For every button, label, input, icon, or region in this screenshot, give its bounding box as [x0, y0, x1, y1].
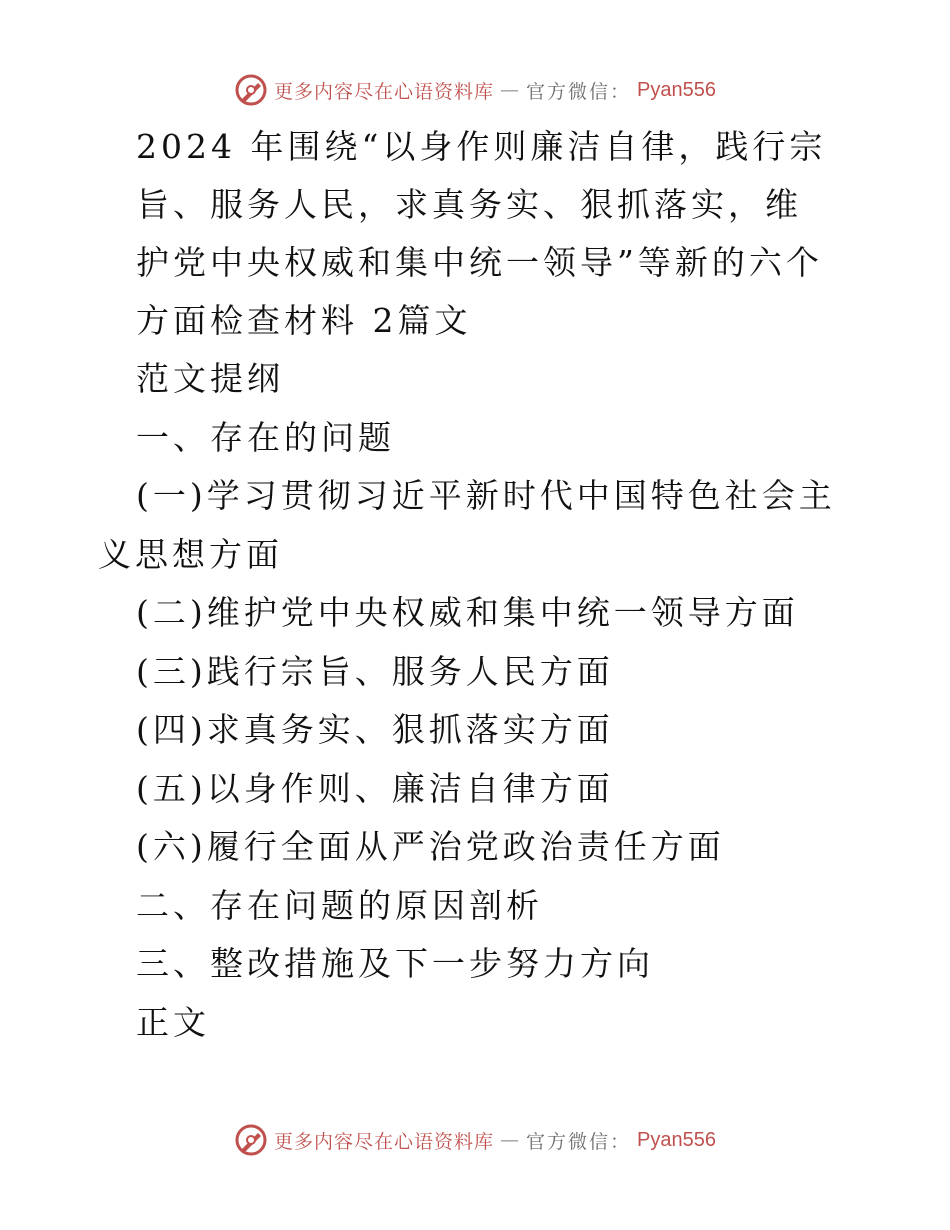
watermark-label: 官方微信： [526, 80, 632, 103]
outline-item: (一)学习贯彻习近平新时代中国特色社会主义思想方面 [98, 476, 836, 574]
title-line: 护党中央权威和集中统一领导”等新的六个 [136, 243, 823, 282]
outline-item: (二)维护党中央权威和集中统一领导方面 [136, 593, 799, 632]
section-heading-2: 二、存在问题的原因剖析 [136, 885, 543, 925]
body-heading: 正文 [136, 1002, 210, 1042]
watermark-label: 官方微信： [526, 1130, 632, 1153]
pen-logo-icon [234, 73, 268, 107]
pen-logo-icon [234, 1123, 268, 1157]
watermark-separator: — [500, 1129, 521, 1151]
outline-item: (五)以身作则、廉洁自律方面 [136, 768, 614, 808]
header-watermark [0, 70, 950, 110]
title-line: 2024 年围绕“以身作则廉洁自律，践行宗 [136, 127, 827, 166]
outline-item: (三)践行宗旨、服务人民方面 [136, 651, 614, 691]
watermark-separator: — [500, 79, 521, 101]
watermark-id: Pyan556 [637, 78, 716, 101]
section-heading-1: 一、存在的问题 [136, 417, 395, 457]
watermark-brand: 更多内容尽在心语资料库 [274, 1130, 495, 1153]
title-line: 方面检查材料 2篇文 [136, 301, 472, 340]
outline-item: (四)求真务实、狠抓落实方面 [136, 710, 614, 749]
outline-heading: 范文提纲 [136, 359, 284, 398]
outline-item: (六)履行全面从严治党政治责任方面 [136, 827, 725, 866]
document-title [98, 118, 836, 350]
document-body [98, 118, 888, 1052]
section-heading-3: 三、整改措施及下一步努力方向 [136, 944, 654, 983]
watermark-id: Pyan556 [637, 1128, 716, 1151]
footer-watermark [0, 1120, 950, 1160]
watermark-brand: 更多内容尽在心语资料库 [274, 80, 495, 103]
title-line: 旨、服务人民，求真务实、狠抓落实，维 [136, 185, 802, 224]
